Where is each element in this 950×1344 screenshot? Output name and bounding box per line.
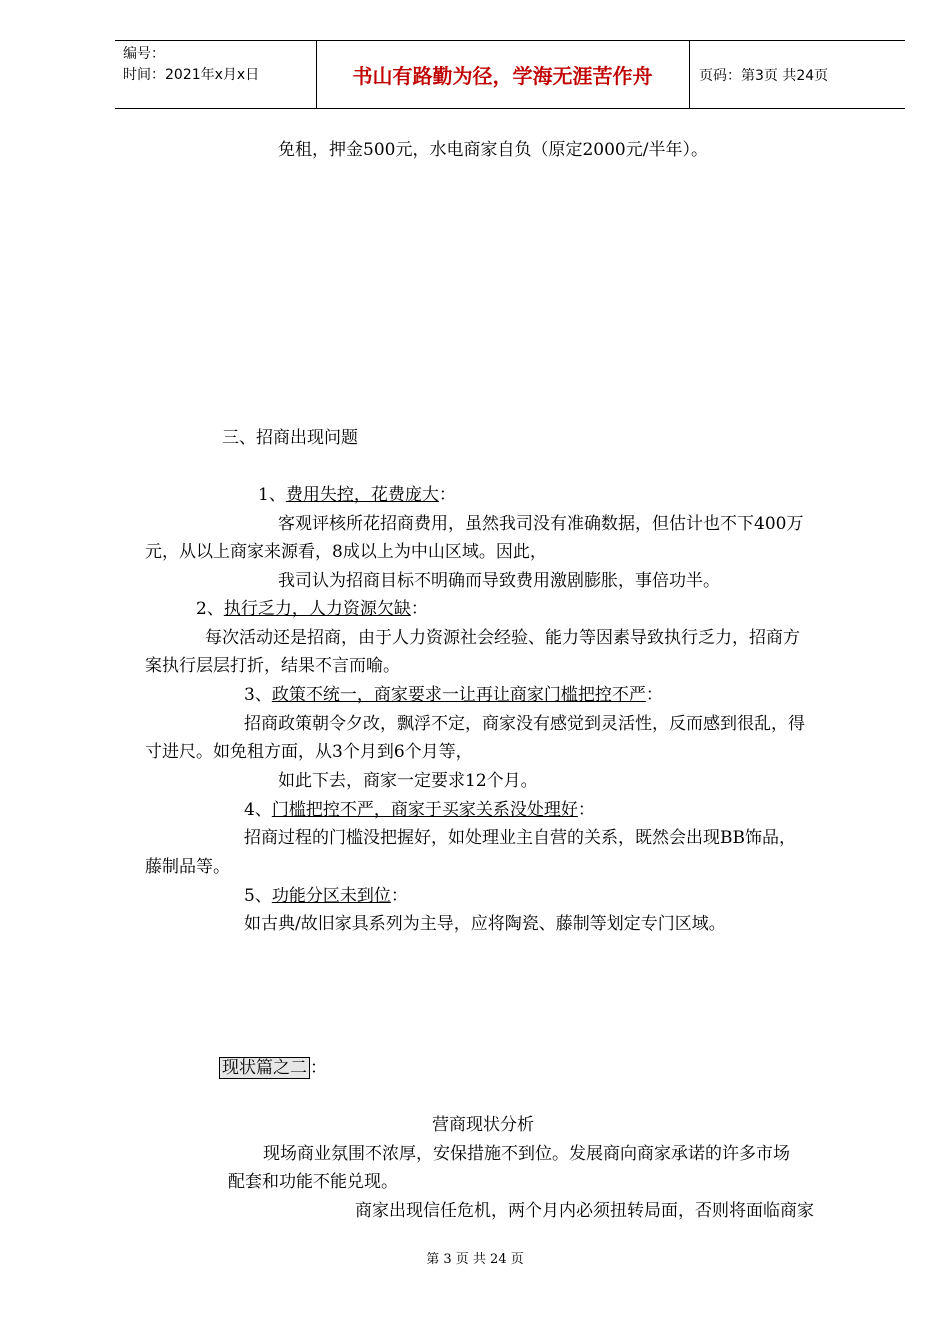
paragraph-line: 客观评核所花招商费用，虽然我司没有准确数据，但估计也不下400万 — [278, 514, 804, 534]
rent-line: 免租，押金500元，水电商家自负（原定2000元/半年）。 — [278, 140, 708, 160]
item-heading — [244, 886, 408, 906]
page-header — [115, 40, 905, 109]
item-title: 政策不统一，商家要求一让再让商家门槛把控不严 — [271, 685, 646, 705]
header-meta — [123, 44, 259, 86]
item-heading — [244, 685, 663, 705]
paragraph-line: 如古典/故旧家具系列为主导，应将陶瓷、藤制等划定专门区域。 — [244, 914, 726, 934]
item-title: 执行乏力，人力资源欠缺 — [223, 599, 411, 619]
paragraph-line: 商家出现信任危机，两个月内必须扭转局面，否则将面临商家 — [355, 1201, 814, 1221]
header-divider — [689, 41, 690, 108]
paragraph-line: 我司认为招商目标不明确而导致费用激剧膨胀，事倍功半。 — [278, 571, 720, 591]
time-label: 时间：2021年x月x日 — [123, 67, 260, 83]
status-heading — [219, 1058, 327, 1078]
item-number: 3、 — [244, 685, 272, 705]
header-page-number: 页码：第3页 共24页 — [699, 68, 829, 84]
analysis-title: 营商现状分析 — [432, 1115, 534, 1135]
paragraph-line: 如此下去，商家一定要求12个月。 — [278, 771, 538, 791]
paragraph-line: 案执行层层打折，结果不言而喻。 — [145, 656, 400, 676]
item-colon: ： — [577, 800, 595, 820]
paragraph-line: 寸进尺。如免租方面，从3个月到6个月等， — [145, 742, 473, 762]
item-title: 门槛把控不严，商家于买家关系没处理好 — [271, 800, 578, 820]
section-title: 三、招商出现问题 — [222, 428, 358, 448]
paragraph-line: 现场商业氛围不浓厚，安保措施不到位。发展商向商家承诺的许多市场 — [263, 1144, 790, 1164]
paragraph-line: 招商政策朝令夕改，飘浮不定，商家没有感觉到灵活性，反而感到很乱，得 — [244, 714, 805, 734]
paragraph-line: 招商过程的门槛没把握好，如处理业主自营的关系，既然会出现BB饰品， — [244, 828, 796, 848]
status-colon: ： — [310, 1058, 327, 1078]
item-number: 2、 — [196, 599, 224, 619]
item-colon: ： — [438, 485, 456, 505]
paragraph-line: 每次活动还是招商，由于人力资源社会经验、能力等因素导致执行乏力，招商方 — [205, 628, 800, 648]
serial-label: 编号： — [123, 46, 165, 62]
item-heading — [196, 599, 428, 619]
status-label: 现状篇之二 — [219, 1057, 310, 1079]
item-number: 1、 — [258, 485, 286, 505]
item-number: 5、 — [244, 886, 272, 906]
paragraph-line: 配套和功能不能兑现。 — [228, 1172, 398, 1192]
item-title: 功能分区未到位 — [271, 886, 391, 906]
item-colon: ： — [645, 685, 663, 705]
header-motto: 书山有路勤为径，学海无涯苦作舟 — [352, 64, 653, 88]
item-colon: ： — [410, 599, 428, 619]
page-footer: 第 3 页 共 24 页 — [426, 1252, 524, 1267]
item-number: 4、 — [244, 800, 272, 820]
paragraph-line: 藤制品等。 — [145, 857, 230, 877]
item-colon: ： — [390, 886, 408, 906]
item-title: 费用失控，花费庞大 — [285, 485, 439, 505]
item-heading — [258, 485, 456, 505]
item-heading — [244, 800, 595, 820]
paragraph-line: 元，从以上商家来源看，8成以上为中山区域。因此， — [145, 542, 547, 562]
